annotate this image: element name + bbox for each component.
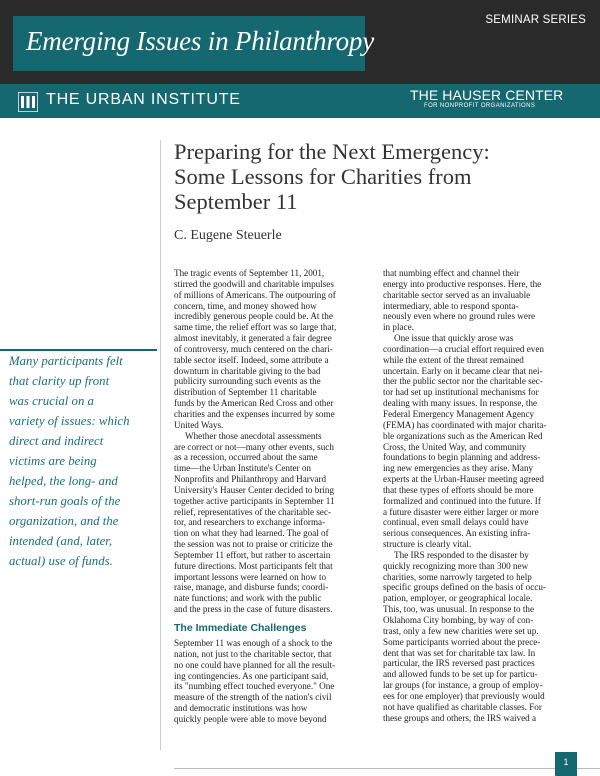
body-line: quickly recognizing more than 300 new	[383, 560, 529, 571]
pull-quote-line: direct and indirect	[9, 434, 104, 448]
body-line: dent that was set for charitable tax law. In	[383, 647, 536, 658]
body-line: while the extent of the threat remained	[383, 354, 524, 365]
body-line: publicity surrounding such events as the	[174, 376, 321, 387]
body-line: nation, not just to the charitable sector, that	[174, 648, 332, 659]
body-line: of millions of Americans. The outpouring of	[174, 289, 336, 300]
body-line: and democratic institutions was how	[174, 703, 308, 714]
body-line: neously even where no ground rules were	[383, 311, 536, 322]
building-columns-icon	[18, 92, 38, 112]
publication-title: Emerging Issues in Philanthropy	[26, 26, 375, 56]
body-line: University's Hauser Center decided to bring	[174, 484, 335, 495]
body-line: almost inevitably, it generated a fair degree	[174, 333, 332, 344]
body-line: together active participants in September 11	[174, 495, 335, 506]
margin-rule	[160, 140, 161, 750]
body-line: uncertain. Early on it became clear that nei-	[383, 365, 543, 376]
footer-rule	[174, 768, 600, 769]
body-line: as a recession, occurred about the same	[174, 452, 318, 463]
pull-quote-line: short-run goals of the	[9, 494, 121, 508]
body-line: the session was not to praise or criticize the	[174, 539, 333, 550]
body-line: The IRS responded to the disaster by	[394, 549, 529, 560]
series-label: SEMINAR SERIES	[485, 14, 586, 26]
body-line: no one could have planned for all the result-	[174, 659, 336, 670]
body-line: continual, even small delays could have	[383, 517, 529, 528]
body-line: that these types of efforts should be more	[383, 484, 534, 495]
body-line: funds by the American Red Cross and other	[174, 398, 334, 409]
body-line: Whether those anecdotal assessments	[185, 430, 322, 441]
page-number: 1	[563, 757, 569, 767]
body-line: charitable sector served as an invaluable	[383, 289, 531, 300]
body-line: that numbing effect and channel their	[383, 268, 520, 278]
body-line: charities, some narrowly targeted to help	[383, 571, 532, 582]
body-line: structure is clearly vital.	[383, 539, 472, 550]
body-line: incredibly generous people could be. At the	[174, 311, 333, 322]
body-line: table sector itself. Indeed, some attribute a	[174, 354, 329, 365]
pull-quote-line: that clarity up front	[9, 374, 110, 388]
body-line: ees for one employer) that previously would	[383, 690, 545, 701]
body-line: intermediary, able to respond sponta-	[383, 300, 519, 311]
title-line: Some Lessons for Charities from	[174, 164, 472, 189]
section-heading: The Immediate Challenges	[174, 622, 307, 634]
pull-quote-line: actual) use of funds.	[9, 554, 113, 568]
pull-quote-line: intended (and, later,	[9, 534, 113, 548]
body-line: Some participants worried about the prece-	[383, 636, 541, 647]
body-line: coordination—a crucial effort required even	[383, 343, 544, 354]
body-line: important lessons were learned on how to	[174, 571, 327, 582]
pull-quote-line: helped, the long- and	[9, 474, 118, 488]
body-line: Cross, the United Way, and community	[383, 441, 527, 452]
body-line: ing new emergencies as they arise. Many	[383, 463, 534, 474]
author-name: C. Eugene Steuerle	[174, 228, 282, 243]
body-line: and the press in the case of future disasters.	[174, 604, 333, 615]
body-line: downturn in charitable giving to the bad	[174, 365, 321, 376]
body-line: raise, manage, and disburse funds; coordi-	[174, 582, 329, 593]
body-column-left	[174, 268, 364, 725]
body-line: of controversy, much centered on the chari-	[174, 343, 333, 354]
body-line: trast, only a few new charities were set up.	[383, 625, 539, 636]
body-line: not have qualified as charitable classes. For	[383, 701, 542, 712]
body-line: foundations to begin planning and address-	[383, 452, 541, 463]
body-column-right	[383, 268, 575, 723]
body-line: (FEMA) has coordinated with major charita-	[383, 419, 547, 430]
body-line: quickly people were able to move beyond	[174, 713, 327, 724]
urban-institute-name: THE URBAN INSTITUTE	[46, 91, 241, 108]
body-line: charities and the expenses incurred by some	[174, 408, 335, 419]
body-line: are correct or not—many other events, such	[174, 441, 334, 452]
hauser-center-name: THE HAUSER CENTER	[410, 87, 564, 103]
body-line: specific groups defined on the basis of occu-	[383, 582, 546, 593]
body-line: ble organizations such as the American Red	[383, 430, 543, 441]
article-title	[174, 139, 574, 214]
body-line: This, too, was unusual. In response to the	[383, 604, 535, 615]
body-line: particular, the IRS reversed past practices	[383, 658, 535, 669]
body-line: September 11 effort, but rather to ascertain	[174, 549, 331, 560]
body-line: these groups and others, the IRS waived a	[383, 712, 537, 723]
body-line: Nonprofits and Philanthropy and Harvard	[174, 474, 327, 485]
body-line: a future disaster were either larger or more	[383, 506, 539, 517]
body-line: relief, representatives of the charitable sec-	[174, 506, 332, 517]
pull-quote-line: was crucial on a	[9, 394, 94, 408]
body-line: ing contingencies. As one participant said,	[174, 670, 329, 681]
body-line: concern, time, and money showed how	[174, 300, 317, 311]
body-line: same time, the relief effort was so large that,	[174, 322, 337, 333]
body-line: energy into productive responses. Here, the	[383, 278, 542, 289]
body-line: time—the Urban Institute's Center on	[174, 463, 311, 474]
body-line: lar groups (for instance, a group of employ-	[383, 680, 543, 691]
body-line: in place.	[383, 322, 414, 333]
body-line: formalized and continued into the future. If	[383, 495, 541, 506]
body-line: experts at the Urban-Hauser meeting agreed	[383, 474, 544, 485]
pull-quote-line: victims are being	[9, 454, 97, 468]
body-line: tor, and researchers to exchange informa-	[174, 517, 326, 528]
body-line: tion on what they had learned. The goal of	[174, 528, 329, 539]
pull-quote-line: variety of issues: which	[9, 414, 130, 428]
body-line: and allowed funds to be set up for particu-	[383, 669, 538, 680]
pull-quote-line: Many participants felt	[9, 354, 123, 368]
body-line: September 11 was enough of a shock to the	[174, 638, 333, 648]
pull-quote-line: organization, and the	[9, 514, 119, 528]
body-line: ther the public sector nor the charitable sec-	[383, 376, 543, 387]
title-line: September 11	[174, 189, 298, 214]
body-line: United Ways.	[174, 419, 224, 430]
pull-quote	[0, 349, 157, 571]
body-line: measure of the strength of the nation's civil	[174, 692, 332, 703]
hauser-center-subtitle: FOR NONPROFIT ORGANIZATIONS	[424, 103, 536, 109]
body-line: The tragic events of September 11, 2001,	[174, 268, 325, 278]
body-line: distribution of September 11 charitable	[174, 387, 317, 398]
body-line: dealing with many issues. In response, the	[383, 398, 538, 409]
body-line: Federal Emergency Management Agency	[383, 408, 535, 419]
body-line: serious consequences. An existing infra-	[383, 528, 531, 539]
body-line: stirred the goodwill and charitable impulses	[174, 278, 334, 289]
body-line: pation, employer, or geographical locale.	[383, 593, 533, 604]
title-line: Preparing for the Next Emergency:	[174, 139, 490, 164]
body-line: Oklahoma City bombing, by way of con-	[383, 615, 534, 625]
body-line: its "numbing effect touched everyone." One	[174, 681, 335, 692]
body-line: tor had set up institutional mechanisms for	[383, 387, 539, 398]
body-line: nate functions; and work with the public	[174, 593, 322, 604]
body-line: future directions. Most participants felt that	[174, 560, 333, 571]
body-line: One issue that quickly arose was	[394, 333, 514, 344]
